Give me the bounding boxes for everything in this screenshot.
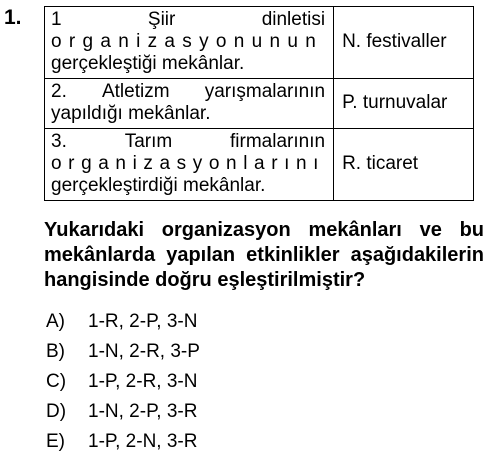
stem-word: yapılan [166, 244, 236, 266]
table-row [45, 7, 474, 79]
desc-word: Tarım [124, 131, 173, 152]
option-letter: D) [46, 401, 67, 422]
option-c[interactable] [46, 367, 200, 397]
option-b[interactable] [46, 337, 200, 367]
event-type-1: N. festivaller [334, 7, 474, 79]
stem-word: bu [459, 219, 484, 241]
stem-line [44, 218, 484, 243]
desc-word: yarışmalarının [204, 81, 326, 102]
option-a[interactable] [46, 307, 200, 337]
matching-table [44, 6, 474, 201]
desc-word: dinletisi [261, 9, 326, 30]
desc-line: organizasyonunun [51, 31, 324, 52]
stem-word: Yukarıdaki [44, 219, 145, 241]
desc-word: firmalarının [230, 131, 326, 152]
stem-word: organizasyon [161, 219, 291, 241]
stem-line [44, 243, 484, 268]
venue-description-1 [45, 7, 334, 79]
desc-word: 2. [51, 81, 67, 102]
table-row [45, 129, 474, 201]
desc-line: gerçekleştirdiği mekânlar. [51, 175, 266, 196]
stem-word: aşağıdakilerin [350, 244, 484, 266]
desc-word: Atletizm [101, 81, 170, 102]
option-text: 1-P, 2-N, 3-R [88, 431, 198, 452]
stem-word: etkinlikler [246, 244, 340, 266]
desc-line: organizasyonlarını [51, 153, 326, 174]
desc-line [51, 9, 325, 31]
answer-options [46, 307, 200, 457]
option-e[interactable] [46, 427, 200, 457]
option-text: 1-N, 2-P, 3-R [88, 401, 198, 422]
option-letter: A) [46, 311, 65, 332]
option-d[interactable] [46, 397, 200, 427]
desc-word: 3. [51, 131, 67, 152]
stem-word: mekânları [308, 219, 402, 241]
venue-description-3 [45, 129, 334, 201]
desc-line [51, 81, 325, 103]
stem-word: mekânlarda [44, 244, 156, 266]
desc-word: Şiir [147, 9, 176, 30]
desc-line [51, 131, 325, 153]
desc-line: gerçekleştiği mekânlar. [51, 53, 245, 74]
question-stem [44, 218, 484, 293]
option-text: 1-P, 2-R, 3-N [88, 371, 198, 392]
stem-word: ve [419, 219, 442, 241]
option-text: 1-R, 2-P, 3-N [88, 311, 198, 332]
stem-line: hangisinde doğru eşleştirilmiştir? [44, 269, 366, 291]
option-letter: E) [46, 431, 65, 452]
venue-description-2 [45, 79, 334, 129]
option-text: 1-N, 2-R, 3-P [88, 341, 200, 362]
option-letter: C) [46, 371, 67, 392]
desc-line: yapıldığı mekânlar. [51, 103, 211, 124]
table-row [45, 79, 474, 129]
option-letter: B) [46, 341, 65, 362]
event-type-2: P. turnuvalar [334, 79, 474, 129]
desc-word: 1 [51, 9, 62, 30]
question-number: 1. [4, 6, 22, 29]
event-type-3: R. ticaret [334, 129, 474, 201]
